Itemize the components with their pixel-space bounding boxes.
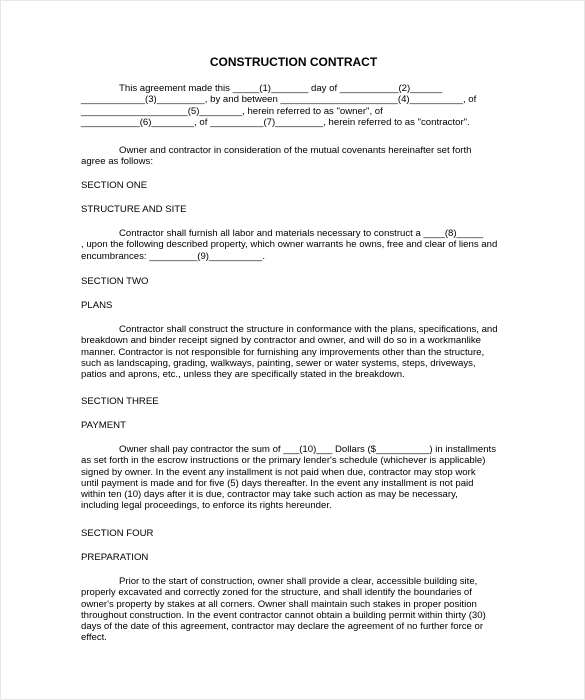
paragraph-line: encumbrances: _________(9)__________.: [81, 250, 266, 262]
paragraph-line: properly excavated and correctly zoned for the structure, and shall identify the boundaries of: [81, 587, 472, 599]
consideration-paragraph: [81, 145, 521, 168]
paragraph-line: within ten (10) days after it is due, contractor may take such action as may be necessary,: [81, 489, 458, 501]
paragraph-line: Prior to the start of construction, owner shall provide a clear, accessible building site,: [119, 576, 478, 587]
section-two-subheading: PLANS: [81, 300, 113, 311]
section-two-heading: SECTION TWO: [81, 276, 149, 287]
intro-paragraph: [81, 83, 521, 128]
paragraph-line: breakdown and binder receipt signed by contractor and owner, and will do so in a workmanlike: [81, 335, 481, 347]
paragraph-line: , upon the following described property, which owner warrants he owns, free and clear of liens and: [81, 239, 498, 251]
paragraph-line: such as landscaping, grading, walkways, painting, sewer or water systems, steps, driveways,: [81, 357, 476, 369]
document-title: CONSTRUCTION CONTRACT: [209, 55, 378, 69]
section-four-paragraph: [81, 576, 521, 644]
paragraph-line: manner. Contractor is not responsible for furnishing any improvements other than the structure,: [81, 346, 485, 358]
section-three-paragraph: [81, 444, 521, 512]
paragraph-line: Contractor shall furnish all labor and materials necessary to construct a ____(8)_____: [119, 228, 484, 239]
paragraph-line: effect.: [81, 632, 107, 644]
section-one-heading: SECTION ONE: [81, 180, 148, 191]
section-one-paragraph: [81, 228, 521, 262]
section-three-subheading: PAYMENT: [81, 420, 126, 431]
consideration-line: Owner and contractor in consideration of the mutual covenants hereinafter set forth: [119, 145, 472, 156]
consideration-line: agree as follows:: [81, 156, 153, 168]
intro-line: ___________(6)________, of __________(7)_________, herein referred to as "contractor".: [81, 116, 470, 128]
section-four-heading: SECTION FOUR: [81, 528, 154, 539]
intro-line: This agreement made this _____(1)_______ day of ___________(2)______: [119, 83, 443, 94]
section-four-subheading: PREPARATION: [81, 552, 149, 563]
paragraph-line: Owner shall pay contractor the sum of ___(10)___ Dollars ($__________) in installments: [119, 444, 497, 455]
paragraph-line: owner's property by stakes at all corners. Owner shall maintain such stakes in proper position: [81, 598, 477, 610]
intro-line: ____________(3)_________, by and between ______________________(4)__________, of: [81, 94, 477, 106]
paragraph-line: signed by owner. In the event any installment is not paid when due, contractor may stop work: [81, 466, 476, 478]
paragraph-line: Contractor shall construct the structure in conformance with the plans, specifications, and: [119, 324, 498, 335]
section-one-subheading: STRUCTURE AND SITE: [81, 204, 187, 215]
paragraph-line: as set forth in the escrow instructions or the primary lender's schedule (whichever is applicable): [81, 455, 486, 467]
paragraph-line: throughout construction. In the event contractor cannot obtain a building permit within thirty (30): [81, 609, 486, 621]
paragraph-line: including legal proceedings, to enforce its rights hereunder.: [81, 500, 332, 512]
paragraph-line: patios and aprons, etc., unless they are specifically stated in the breakdown.: [81, 369, 405, 381]
intro-line: ____________________(5)________, herein referred to as "owner", of: [81, 105, 383, 117]
section-two-paragraph: [81, 324, 521, 380]
paragraph-line: days of the date of this agreement, contractor may declare the agreement of no further force or: [81, 621, 484, 633]
paragraph-line: until payment is made and for five (5) days thereafter. In the event any installment is not paid: [81, 477, 474, 489]
section-three-heading: SECTION THREE: [81, 396, 159, 407]
